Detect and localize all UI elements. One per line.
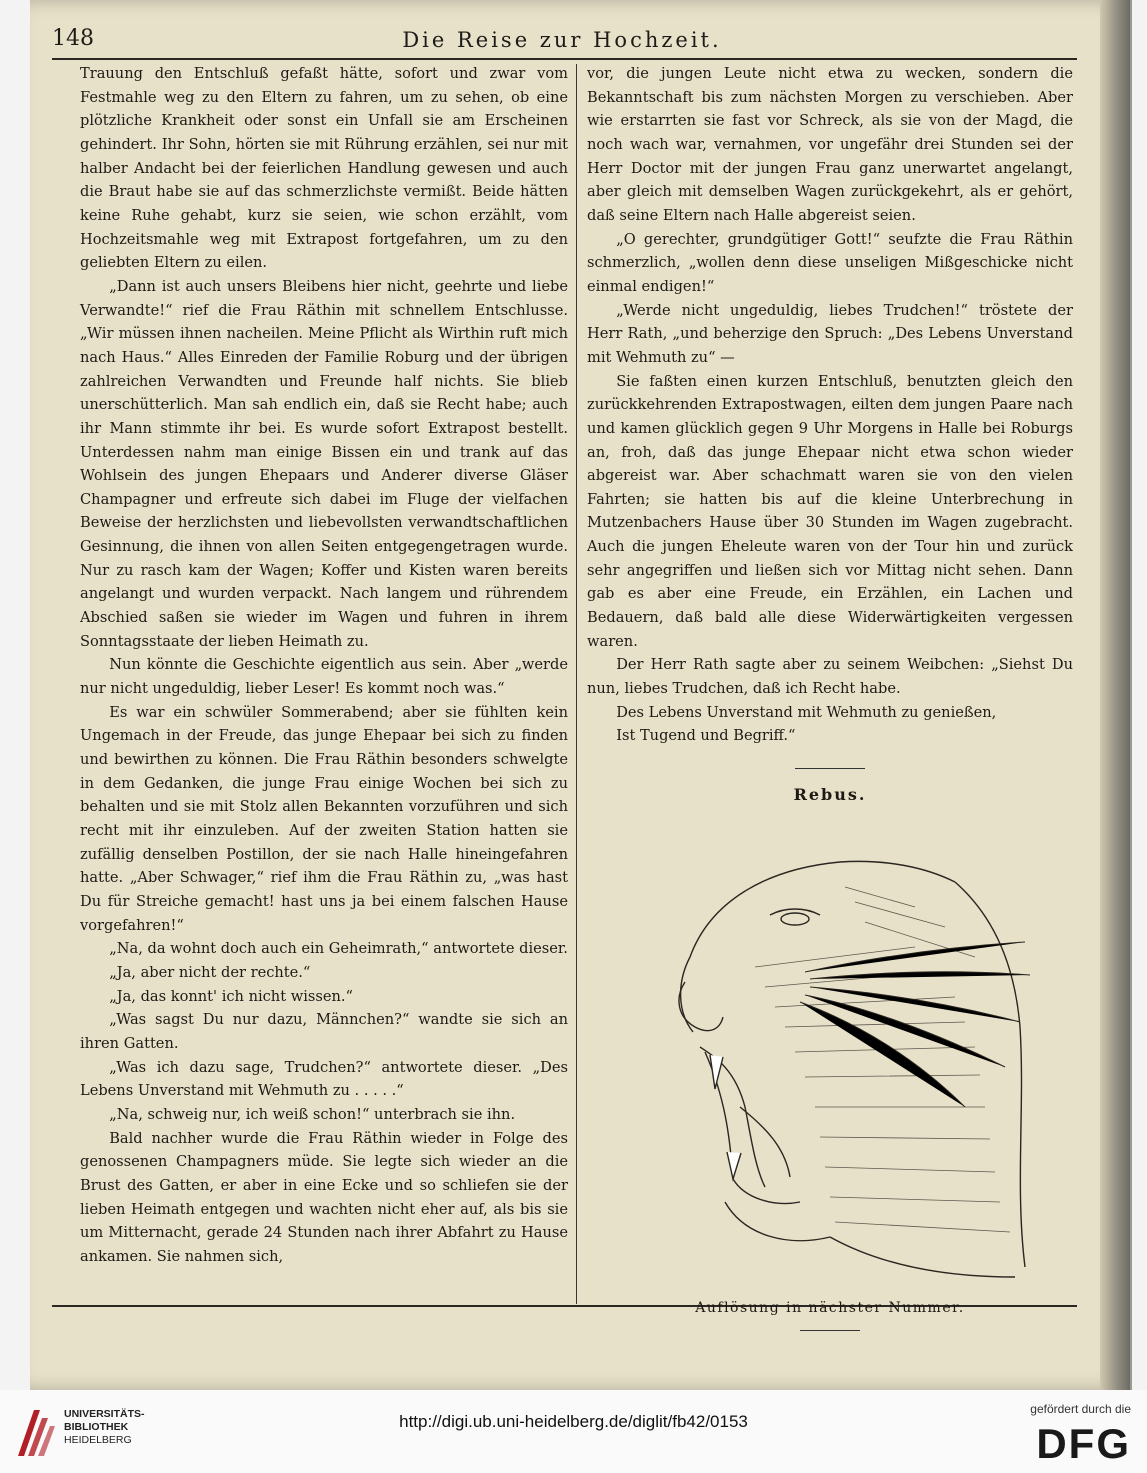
right-column-text xyxy=(587,62,1073,701)
right-paragraph: Der Herr Rath sagte aber zu seinem Weibchen: „Siehst Du nun, liebes Trudchen, daß ich Recht habe. xyxy=(587,656,1073,698)
right-column xyxy=(587,62,1073,1331)
left-paragraph: „Ja, das konnt' ich nicht wissen.“ xyxy=(109,987,353,1005)
left-paragraph: „Ja, aber nicht der rechte.“ xyxy=(109,963,311,981)
running-title: Die Reise zur Hochzeit. xyxy=(402,28,722,52)
page-number: 148 xyxy=(52,26,94,51)
funded-by: gefördert durch die xyxy=(1030,1402,1131,1416)
left-paragraph: „Was ich dazu sage, Trudchen?“ antwortete dieser. „Des Lebens Unverstand mit Wehmuth zu . . . . .“ xyxy=(80,1058,568,1100)
source-url[interactable]: http://digi.ub.uni-heidelberg.de/diglit/fb42/0153 xyxy=(399,1412,748,1431)
poem-line-2: Ist Tugend und Begriff.“ xyxy=(616,727,796,745)
library-line-1: UNIVERSITÄTS- xyxy=(64,1408,145,1420)
left-paragraph: „Dann ist auch unsers Bleibens hier nicht, geehrte und liebe Verwandte!“ rief die Frau Räthin mit schnellem Entschlusse. „Wir müssen ihnen nacheilen. Meine Pflicht als Wirthin ruft mich nach Haus.“ Alles Einreden der Familie Roburg und der übrigen zahlreichen Verwandten und Freunde half nichts. Sie blieb unerschütterlich. Man sah endlich ein, daß sie Recht habe; auch ihr Mann stimmte ihr bei. Es wurde sofort Extrapost bestellt. Unterdessen nahm man einige Bissen ein und trank auf das Wohlsein des jungen Ehepaars und Anderer diverse Gläser Champagner und erfreute sich dabei im Fluge der vielfachen Beweise der herzlichsten und liebevollsten verwandtschaftlichen Gesinnung, die ihnen von allen Seiten entgegengetragen wurde. Nur zu rasch kam der Wagen; Koffer und Kisten waren bereits angelangt und wurden verpackt. Nach langem und rührendem Abschied saßen sie wieder im Wagen und fuhren in ihrem Sonntagsstaate der lieben Heimath zu. xyxy=(80,277,568,650)
poem-line-1: Des Lebens Unverstand mit Wehmuth zu genießen, xyxy=(616,703,997,721)
dfg-logo: DFG xyxy=(1036,1420,1131,1467)
left-column xyxy=(80,62,568,1268)
column-divider xyxy=(576,64,577,1304)
separator xyxy=(795,768,865,769)
poem xyxy=(587,701,1073,748)
right-paragraph: „Werde nicht ungeduldig, liebes Trudchen!“ tröstete der Herr Rath, „und beherzige den Spruch: „Des Lebens Unverstand mit Wehmuth zu“ — xyxy=(587,301,1073,366)
library-line-3: HEIDELBERG xyxy=(64,1434,132,1446)
left-paragraph: „Was sagst Du nur dazu, Männchen?“ wandte sie sich an ihren Gatten. xyxy=(80,1011,568,1052)
rebus-caption: Auflösung in nächster Nummer. xyxy=(695,1299,965,1316)
left-paragraph: „Na, schweig nur, ich weiß schon!“ unterbrach sie ihn. xyxy=(109,1105,516,1123)
header-rule xyxy=(52,58,1077,60)
left-paragraph: Nun könnte die Geschichte eigentlich aus sein. Aber „werde nur nicht ungeduldig, lieber Leser! Es kommt noch was.“ xyxy=(80,656,568,698)
left-paragraph: Trauung den Entschluß gefaßt hätte, sofort und zwar vom Festmahle weg zu den Eltern zu fahren, um zu sehen, ob eine plötzliche Krankheit oder sonst ein Unfall sie am Erscheinen gehindert. Ihr Sohn, hörten sie mit Rührung erzählen, sei nur mit halber Andacht bei der feierlichen Handlung gewesen und auch die Braut habe sie auf das schmerzlichste vermißt. Beide hätten keine Ruhe gehabt, kurz sie seien, wie schon erzählt, vom Hochzeitsmahle weg mit Extrapost fortgefahren, um zu den geliebten Eltern zu eilen. xyxy=(80,65,568,272)
rebus-title: Rebus. xyxy=(793,785,867,805)
left-paragraph: „Na, da wohnt doch auch ein Geheimrath,“ antwortete dieser. xyxy=(109,940,568,958)
library-line-2: BIBLIOTHEK xyxy=(64,1421,129,1433)
end-rule xyxy=(800,1330,860,1331)
left-paragraph: Es war ein schwüler Sommerabend; aber sie fühlten kein Ungemach in der Freude, das junge Ehepaar bei sich zu finden und bewirthen zu können. Die Frau Räthin besonders schwelgte in dem Gedanken, die junge Frau einige Wochen bei sich zu behalten und sie mit Stolz allen Bekannten vorzuführen und sich recht mit ihr einzuleben. Auf der zweiten Station hatten sie zufällig denselben Postillon, der sie nach Halle hineingefahren hatte. „Aber Schwager,“ rief ihm die Frau Räthin zu, „was hast Du für Streiche gemacht! hast uns ja bei einem falschen Hause vorgefahren!“ xyxy=(80,703,568,934)
lion-head-illustration xyxy=(615,807,1045,1297)
left-paragraph: Bald nachher wurde die Frau Räthin wieder in Folge des genossenen Champagners müde. Sie legte sich wieder an die Brust des Gatten, er aber in eine Ecke und so schliefen sie der lieben Heimath entgegen und wachten nicht eher auf, als bis sie um Mitternacht, gerade 24 Stunden nach ihrer Abfahrt zu Hause ankamen. Sie nahmen sich, xyxy=(80,1129,568,1265)
right-paragraph: vor, die jungen Leute nicht etwa zu wecken, sondern die Bekanntschaft bis zum nächsten Morgen zu verschieben. Aber wie erstarrten sie fast vor Schreck, als sie von der Magd, die noch wach war, vernahmen, vor ungefähr drei Stunden sei der Herr Doctor mit der jungen Frau ganz unerwartet angelangt, aber gleich mit demselben Wagen zurückgekehrt, als er gehört, daß seine Eltern nach Halle abgereist seien. xyxy=(587,65,1073,224)
right-paragraph: „O gerechter, grundgütiger Gott!“ seufzte die Frau Räthin schmerzlich, „wollen denn diese unseligen Mißgeschicke nicht einmal endigen!“ xyxy=(587,230,1073,295)
right-paragraph: Sie faßten einen kurzen Entschluß, benutzten gleich den zurückkehrenden Extrapostwagen, eilten dem jungen Paare nach und kamen glücklich gegen 9 Uhr Morgens in Halle bei Roburgs an, froh, daß das junge Ehepaar nicht etwa schon wieder abgereist war. Aber schachmatt waren sie von den vielen Fahrten; sie hatten bis auf die kleine Unterbrechung in Mutzenbachers Hause über 30 Stunden im Wagen zugebracht. Auch die jungen Eheleute waren von der Tour hin und zurück sehr angegriffen und ließen sich vor Mittag nicht sehen. Dann gab es aber eine Freude, ein Erzählen, ein Lachen und Bedauern, daß bald alle diese Widerwärtigkeiten vergessen waren. xyxy=(587,372,1073,650)
footer xyxy=(0,1390,1147,1473)
page-edge xyxy=(1100,0,1130,1390)
page-header xyxy=(52,22,1072,58)
